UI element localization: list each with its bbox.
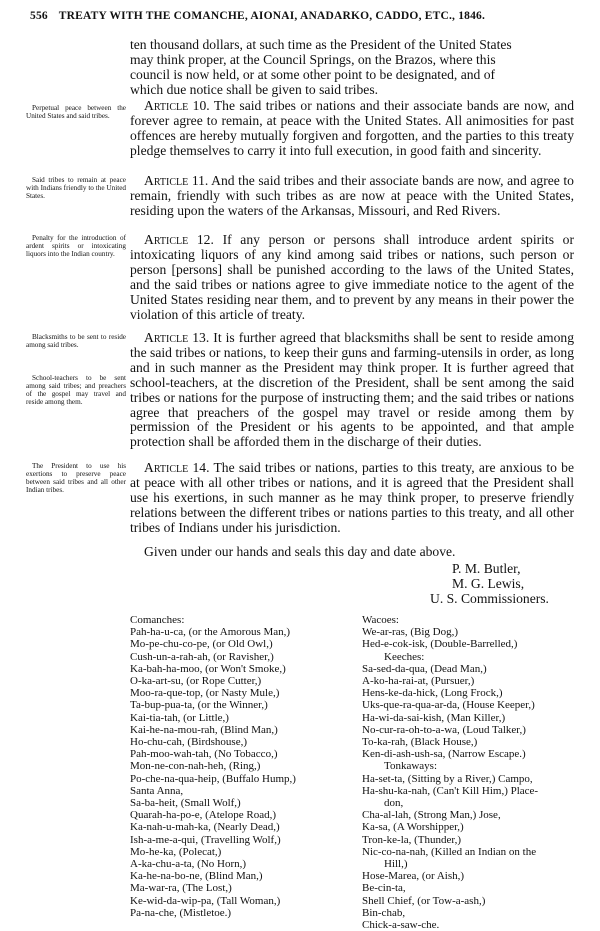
margin-note: Blacksmiths to be sent to reside among said tribes. [26, 333, 126, 349]
signatory-name: Quarah-ha-po-e, (Atelope Road,) [130, 809, 276, 822]
article-text: It is further agreed that blacksmiths shall be sent to reside among the said tribes or nations, to keep their guns and farming-utensils in order, as long and in such manner as the President may think proper. It is further agreed that school-teachers, at the discretion of the President, shall be sent among the said tribes or nations for the purpose of instructing them; and the said tribes or nations agree that preachers of the gospel may travel or reside among them by permission of the President or his agents to be appointed, and that ample protection shall be afforded them in the discharge of their duties. [130, 330, 575, 450]
signatory-name: Ke-wid-da-wip-pa, (Tall Woman,) [130, 894, 281, 907]
signatory-name: Nic-co-na-nah, (Killed an Indian on the [362, 845, 537, 858]
tribe-heading: Keeches: [384, 650, 425, 663]
intro-line: may think proper, at the Council Springs, on the Brazos, where this [130, 51, 496, 67]
signatory-name: Sa-sed-da-qua, (Dead Man,) [362, 662, 487, 675]
signatory-name: Pah-ha-u-ca, (or the Amorous Man,) [130, 626, 291, 639]
article-heading: Article 10. [144, 98, 210, 113]
intro-line: council is now held, or at some other point to be designated, and of [130, 66, 496, 82]
closing-text: Given under our hands and seals this day and date above. [144, 544, 456, 559]
signatory-name: A-ka-chu-a-ta, (No Horn,) [130, 858, 247, 871]
signatory-name: To-ka-rah, (Black House,) [362, 736, 478, 749]
signatory-name: Ha-set-ta, (Sitting by a River,) Campo, [362, 772, 533, 785]
signatory-name: Be-cin-ta, [362, 882, 406, 895]
page-title: TREATY WITH THE COMANCHE, AIONAI, ANADARKO, CADDO, ETC., 1846. [58, 10, 486, 22]
margin-note: Penalty for the introduction of ardent spirits or intoxicating liquors into the Indian country. [26, 234, 126, 258]
signatory-name: O-ka-art-su, (or Rope Cutter,) [130, 675, 262, 688]
signatory: P. M. Butler, [452, 561, 521, 576]
article-heading: Article 11. [144, 173, 209, 188]
signatory-name: Cush-un-a-rah-ah, (or Ravisher,) [130, 650, 274, 663]
signatory-name: Kai-tia-tah, (or Little,) [130, 711, 229, 724]
article-14 [130, 461, 574, 536]
article-text: The said tribes or nations and their associate bands are now, and forever agree to remain, at peace with the United States. All animosities for past offences are hereby mutually forgiven and forgotten, and the parties to this treaty pledge themselves to carry it into full execution, in good faith and sincerity. [130, 98, 575, 158]
signatory-name: Po-che-na-qua-heip, (Buffalo Hump,) [130, 772, 296, 785]
signatory-list-right [362, 614, 538, 931]
signatory-name: Sa-ba-heit, (Small Wolf,) [130, 797, 241, 810]
signatory-name: Hose-Marea, (or Aish,) [362, 870, 465, 883]
signatory-name: No-cur-ra-oh-to-a-wa, (Loud Talker,) [362, 723, 526, 736]
margin-note: Said tribes to remain at peace with Indians friendly to the United States. [26, 176, 126, 200]
intro-paragraph [130, 38, 574, 98]
signatory-name: Ish-a-me-a-qui, (Travelling Wolf,) [130, 833, 281, 846]
signatory-name: Hed-e-cok-isk, (Double-Barrelled,) [362, 638, 518, 651]
signatory-name: A-ko-ha-rai-at, (Pursuer,) [362, 675, 475, 688]
article-11 [130, 174, 574, 219]
tribe-heading: Tonkaways: [384, 760, 437, 773]
signatory-name: Ha-wi-da-sai-kish, (Man Killer,) [362, 711, 506, 724]
signatory-name: Shell Chief, (or Tow-a-ash,) [362, 894, 486, 907]
signatory-name: Pa-na-che, (Mistletoe.) [130, 906, 232, 919]
signatory-name: We-ar-ras, (Big Dog,) [362, 626, 459, 639]
signatory-name: Moo-ra-que-top, (or Nasty Mule,) [130, 687, 280, 700]
intro-line: ten thousand dollars, at such time as the President of the United States [130, 37, 512, 52]
article-13 [130, 331, 574, 450]
article-10 [130, 99, 574, 159]
signatory-name: Mo-pe-chu-co-pe, (or Old Owl,) [130, 638, 273, 651]
signatory-name: Cha-al-lah, (Strong Man,) Jose, [362, 809, 501, 822]
article-text: The said tribes or nations, parties to this treaty, are anxious to be at peace with all other tribes or nations, and it is agreed that the President shall use his exertions, in such manner as he may think proper, to preserve friendly relations between the different tribes or nations parties to this treaty, and all other tribes of Indians under his jurisdiction. [130, 460, 574, 535]
signatory-title: U. S. Commissioners. [430, 591, 549, 606]
article-heading: Article 12. [144, 232, 214, 247]
page-number: 556 [30, 10, 48, 22]
signatory-name: Chick-a-saw-che. [362, 919, 440, 931]
closing-line [130, 545, 574, 560]
signatory-name-continued: Hill,) [384, 858, 408, 871]
signatory-name: Ka-he-na-bo-ne, (Blind Man,) [130, 870, 263, 883]
signatory-name: Mo-he-ka, (Polecat,) [130, 845, 222, 858]
signatory-name-continued: don, [384, 797, 404, 810]
margin-note: The President to use his exertions to preserve peace between said tribes and all other Indian tribes. [26, 462, 126, 494]
article-heading: Article 13. [144, 330, 210, 345]
signatory-name: Bin-chab, [362, 906, 406, 919]
signatory-name: Ken-di-ash-ush-sa, (Narrow Escape.) [362, 748, 526, 761]
margin-note: School-teachers to be sent among said tribes; and preachers of the gospel may travel and reside among them. [26, 374, 126, 406]
article-text: And the said tribes and their associate bands are now, and agree to remain, friendly with such tribes as are now at peace with the United States, residing upon the waters of the Arkansas, Missouri, and Red Rivers. [130, 173, 574, 218]
tribe-heading: Wacoes: [362, 614, 399, 626]
intro-line: which due notice shall be given to said tribes. [130, 81, 379, 97]
signatory-name: Hens-ke-da-hick, (Long Frock,) [362, 687, 503, 700]
signatory-name: Mon-ne-con-nah-heh, (Ring,) [130, 760, 261, 773]
signatory-name: Santa Anna, [130, 784, 184, 797]
signatory-name: Ma-war-ra, (The Lost,) [130, 882, 232, 895]
signatory-name: Ka-sa, (A Worshipper,) [362, 821, 464, 834]
signatory-list-left [130, 614, 296, 919]
running-header [30, 10, 570, 22]
article-text: If any person or persons shall introduce ardent spirits or intoxicating liquors of any kind among said tribes or nations, such person or person [persons] shall be punished according to the laws of the United States, and the said tribes or nations agree to give immediate notice to the agent of the United States residing near them, and to prevent by any means in their power the violation of this article of treaty. [130, 232, 574, 322]
signatory-name: Tron-ke-la, (Thunder,) [362, 833, 462, 846]
signature-block [130, 562, 574, 610]
signatory-name: Ta-bup-pua-ta, (or the Winner,) [130, 699, 268, 712]
article-heading: Article 14. [144, 460, 210, 475]
signatory-name: Ka-bah-ha-moo, (or Won't Smoke,) [130, 662, 286, 675]
article-12 [130, 233, 574, 322]
signatory-name: Ha-shu-ka-nah, (Can't Kill Him,) Place- [362, 784, 539, 797]
margin-note: Perpetual peace between the United States and said tribes. [26, 104, 126, 120]
signatory: M. G. Lewis, [452, 576, 525, 591]
signatory-name: Ho-chu-cah, (Birdshouse,) [130, 736, 247, 749]
signatory-name: Kai-he-na-mou-rah, (Blind Man,) [130, 723, 278, 736]
signatory-name: Uks-que-ra-qua-ar-da, (House Keeper,) [362, 699, 535, 712]
tribe-heading: Comanches: [130, 614, 185, 626]
signatory-name: Pah-moo-wah-tah, (No Tobacco,) [130, 748, 278, 761]
signatory-name: Ka-nah-u-mah-ka, (Nearly Dead,) [130, 821, 280, 834]
